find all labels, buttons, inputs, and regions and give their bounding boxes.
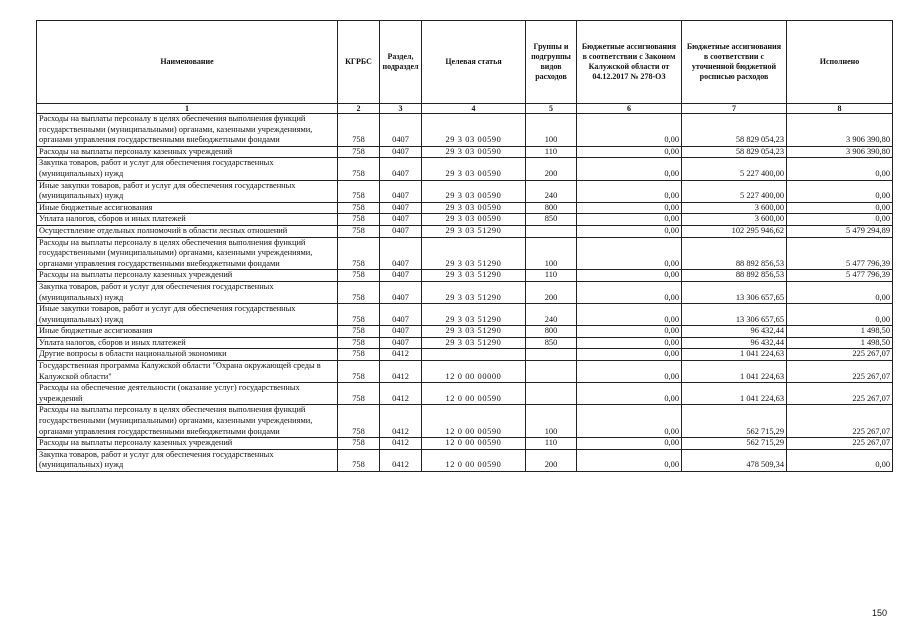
row-name: Иные бюджетные ассигнования (37, 326, 338, 338)
row-target-article: 29 3 03 00590 (422, 114, 526, 147)
table-row (37, 146, 893, 158)
row-target-article: 12 0 00 00590 (422, 383, 526, 405)
header-group: Группы и подгруппы видов расходов (526, 21, 577, 104)
row-target-article: 29 3 03 51290 (422, 304, 526, 326)
row-section: 0412 (380, 383, 422, 405)
table-row (37, 281, 893, 303)
row-target-article: 29 3 03 51290 (422, 237, 526, 270)
row-law-allocation: 0,00 (577, 361, 682, 383)
row-name: Другие вопросы в области национальной экономики (37, 349, 338, 361)
row-executed: 225 267,07 (787, 383, 893, 405)
row-plan-allocation: 3 600,00 (682, 202, 787, 214)
table-row (37, 361, 893, 383)
column-number: 6 (577, 104, 682, 114)
row-law-allocation: 0,00 (577, 304, 682, 326)
row-expense-group: 240 (526, 304, 577, 326)
row-law-allocation: 0,00 (577, 405, 682, 438)
row-name: Расходы на выплаты персоналу в целях обеспечения выполнения функций государственными (муниципальными) органами, казенными учреждениями, органами управления государственными внебюджетными фондами (37, 114, 338, 147)
column-number: 2 (338, 104, 380, 114)
row-section: 0412 (380, 361, 422, 383)
row-section: 0407 (380, 180, 422, 202)
row-section: 0412 (380, 438, 422, 450)
row-section: 0407 (380, 202, 422, 214)
row-plan-allocation: 3 600,00 (682, 214, 787, 226)
row-target-article: 29 3 03 51290 (422, 337, 526, 349)
row-name: Расходы на выплаты персоналу казенных учреждений (37, 270, 338, 282)
row-law-allocation: 0,00 (577, 202, 682, 214)
table-row (37, 349, 893, 361)
row-expense-group: 200 (526, 449, 577, 471)
table-row (37, 237, 893, 270)
header-target: Целевая статья (422, 21, 526, 104)
row-expense-group (526, 225, 577, 237)
row-law-allocation: 0,00 (577, 146, 682, 158)
row-name: Закупка товаров, работ и услуг для обеспечения государственных (муниципальных) нужд (37, 158, 338, 180)
table-row (37, 158, 893, 180)
row-expense-group: 110 (526, 438, 577, 450)
row-kgrbs: 758 (338, 270, 380, 282)
row-expense-group: 100 (526, 114, 577, 147)
row-plan-allocation: 58 829 054,23 (682, 114, 787, 147)
row-expense-group: 240 (526, 180, 577, 202)
column-number: 3 (380, 104, 422, 114)
row-kgrbs: 758 (338, 214, 380, 226)
row-law-allocation: 0,00 (577, 383, 682, 405)
row-plan-allocation: 1 041 224,63 (682, 349, 787, 361)
row-expense-group (526, 383, 577, 405)
row-plan-allocation: 58 829 054,23 (682, 146, 787, 158)
row-target-article: 29 3 03 51290 (422, 281, 526, 303)
page-number: 150 (871, 608, 887, 618)
row-kgrbs: 758 (338, 225, 380, 237)
row-plan-allocation: 13 306 657,65 (682, 281, 787, 303)
budget-table (36, 20, 893, 472)
row-name: Расходы на выплаты персоналу казенных учреждений (37, 146, 338, 158)
row-law-allocation: 0,00 (577, 214, 682, 226)
row-section: 0407 (380, 237, 422, 270)
row-target-article: 12 0 00 00590 (422, 449, 526, 471)
row-kgrbs: 758 (338, 114, 380, 147)
row-plan-allocation: 5 227 400,00 (682, 180, 787, 202)
row-name: Уплата налогов, сборов и иных платежей (37, 337, 338, 349)
row-section: 0412 (380, 405, 422, 438)
row-executed: 0,00 (787, 180, 893, 202)
row-plan-allocation: 102 295 946,62 (682, 225, 787, 237)
row-section: 0412 (380, 449, 422, 471)
row-executed: 5 477 796,39 (787, 237, 893, 270)
row-kgrbs: 758 (338, 202, 380, 214)
table-row (37, 304, 893, 326)
header-executed: Исполнено (787, 21, 893, 104)
row-section: 0407 (380, 225, 422, 237)
row-name: Иные бюджетные ассигнования (37, 202, 338, 214)
row-kgrbs: 758 (338, 349, 380, 361)
row-expense-group (526, 361, 577, 383)
header-law-allocations: Бюджетные ассигнования в соответствии с Законом Калужской области от 04.12.2017 № 278-ОЗ (577, 21, 682, 104)
table-row (37, 270, 893, 282)
column-number: 7 (682, 104, 787, 114)
row-section: 0407 (380, 337, 422, 349)
row-expense-group: 100 (526, 237, 577, 270)
row-expense-group: 850 (526, 337, 577, 349)
row-target-article: 29 3 03 00590 (422, 202, 526, 214)
row-law-allocation: 0,00 (577, 349, 682, 361)
row-name: Иные закупки товаров, работ и услуг для обеспечения государственных (муниципальных) нужд (37, 180, 338, 202)
row-name: Осуществление отдельных полномочий в области лесных отношений (37, 225, 338, 237)
row-executed: 0,00 (787, 202, 893, 214)
row-executed: 5 477 796,39 (787, 270, 893, 282)
row-target-article: 29 3 03 00590 (422, 214, 526, 226)
row-plan-allocation: 88 892 856,53 (682, 270, 787, 282)
table-row (37, 383, 893, 405)
row-law-allocation: 0,00 (577, 326, 682, 338)
row-law-allocation: 0,00 (577, 449, 682, 471)
row-name: Закупка товаров, работ и услуг для обеспечения государственных (муниципальных) нужд (37, 449, 338, 471)
row-executed: 3 906 390,80 (787, 146, 893, 158)
row-name: Расходы на выплаты персоналу казенных учреждений (37, 438, 338, 450)
row-executed: 3 906 390,80 (787, 114, 893, 147)
row-target-article: 12 0 00 00590 (422, 405, 526, 438)
column-number: 8 (787, 104, 893, 114)
row-kgrbs: 758 (338, 180, 380, 202)
row-kgrbs: 758 (338, 361, 380, 383)
row-executed: 225 267,07 (787, 349, 893, 361)
row-kgrbs: 758 (338, 405, 380, 438)
table-row (37, 449, 893, 471)
row-section: 0407 (380, 114, 422, 147)
row-executed: 0,00 (787, 449, 893, 471)
table-row (37, 202, 893, 214)
row-kgrbs: 758 (338, 326, 380, 338)
row-kgrbs: 758 (338, 337, 380, 349)
row-target-article: 12 0 00 00590 (422, 438, 526, 450)
row-expense-group: 850 (526, 214, 577, 226)
row-kgrbs: 758 (338, 304, 380, 326)
row-section: 0407 (380, 214, 422, 226)
row-kgrbs: 758 (338, 158, 380, 180)
row-executed: 1 498,50 (787, 337, 893, 349)
table-row (37, 214, 893, 226)
table-row (37, 180, 893, 202)
row-law-allocation: 0,00 (577, 237, 682, 270)
table-row (37, 326, 893, 338)
row-kgrbs: 758 (338, 438, 380, 450)
row-executed: 0,00 (787, 304, 893, 326)
row-plan-allocation: 13 306 657,65 (682, 304, 787, 326)
row-expense-group: 800 (526, 326, 577, 338)
row-expense-group: 200 (526, 281, 577, 303)
row-section: 0407 (380, 304, 422, 326)
row-section: 0407 (380, 326, 422, 338)
row-law-allocation: 0,00 (577, 270, 682, 282)
row-law-allocation: 0,00 (577, 114, 682, 147)
row-section: 0412 (380, 349, 422, 361)
row-law-allocation: 0,00 (577, 158, 682, 180)
row-expense-group: 200 (526, 158, 577, 180)
row-section: 0407 (380, 281, 422, 303)
header-row (37, 21, 893, 104)
row-executed: 5 479 294,89 (787, 225, 893, 237)
row-target-article: 29 3 03 51290 (422, 270, 526, 282)
row-kgrbs: 758 (338, 281, 380, 303)
table-row (37, 114, 893, 147)
row-executed: 0,00 (787, 158, 893, 180)
row-law-allocation: 0,00 (577, 225, 682, 237)
row-executed: 225 267,07 (787, 405, 893, 438)
column-number: 1 (37, 104, 338, 114)
row-target-article: 29 3 03 00590 (422, 180, 526, 202)
table-row (37, 438, 893, 450)
row-section: 0407 (380, 146, 422, 158)
row-executed: 1 498,50 (787, 326, 893, 338)
row-kgrbs: 758 (338, 146, 380, 158)
row-plan-allocation: 1 041 224,63 (682, 383, 787, 405)
row-target-article: 29 3 03 00590 (422, 146, 526, 158)
budget-document-page (36, 20, 892, 472)
column-number: 4 (422, 104, 526, 114)
row-expense-group: 110 (526, 146, 577, 158)
row-plan-allocation: 562 715,29 (682, 405, 787, 438)
row-name: Уплата налогов, сборов и иных платежей (37, 214, 338, 226)
row-plan-allocation: 1 041 224,63 (682, 361, 787, 383)
table-row (37, 225, 893, 237)
header-kgrbs: КГРБС (338, 21, 380, 104)
row-kgrbs: 758 (338, 383, 380, 405)
column-number: 5 (526, 104, 577, 114)
row-executed: 225 267,07 (787, 438, 893, 450)
row-law-allocation: 0,00 (577, 281, 682, 303)
row-expense-group: 100 (526, 405, 577, 438)
row-expense-group: 110 (526, 270, 577, 282)
row-name: Расходы на обеспечение деятельности (оказание услуг) государственных учреждений (37, 383, 338, 405)
header-plan-allocations: Бюджетные ассигнования в соответствии с уточненной бюджетной росписью расходов (682, 21, 787, 104)
row-plan-allocation: 88 892 856,53 (682, 237, 787, 270)
row-expense-group: 800 (526, 202, 577, 214)
row-target-article: 29 3 03 51290 (422, 326, 526, 338)
table-row (37, 337, 893, 349)
row-plan-allocation: 96 432,44 (682, 326, 787, 338)
row-section: 0407 (380, 270, 422, 282)
row-plan-allocation: 96 432,44 (682, 337, 787, 349)
row-target-article: 12 0 00 00000 (422, 361, 526, 383)
row-target-article: 29 3 03 00590 (422, 158, 526, 180)
row-section: 0407 (380, 158, 422, 180)
row-kgrbs: 758 (338, 237, 380, 270)
row-target-article: 29 3 03 51290 (422, 225, 526, 237)
row-name: Государственная программа Калужской области "Охрана окружающей среды в Калужской области" (37, 361, 338, 383)
table-row (37, 405, 893, 438)
row-plan-allocation: 562 715,29 (682, 438, 787, 450)
row-plan-allocation: 5 227 400,00 (682, 158, 787, 180)
row-name: Иные закупки товаров, работ и услуг для обеспечения государственных (муниципальных) нужд (37, 304, 338, 326)
row-expense-group (526, 349, 577, 361)
row-law-allocation: 0,00 (577, 337, 682, 349)
row-name: Закупка товаров, работ и услуг для обеспечения государственных (муниципальных) нужд (37, 281, 338, 303)
row-target-article (422, 349, 526, 361)
header-name: Наименование (37, 21, 338, 104)
table-body (37, 114, 893, 472)
header-section: Раздел, подраздел (380, 21, 422, 104)
row-law-allocation: 0,00 (577, 438, 682, 450)
row-executed: 0,00 (787, 281, 893, 303)
row-plan-allocation: 478 509,34 (682, 449, 787, 471)
row-executed: 225 267,07 (787, 361, 893, 383)
row-law-allocation: 0,00 (577, 180, 682, 202)
row-name: Расходы на выплаты персоналу в целях обеспечения выполнения функций государственными (муниципальными) органами, казенными учреждениями, органами управления государственными внебюджетными фондами (37, 405, 338, 438)
column-number-row (37, 104, 893, 114)
row-name: Расходы на выплаты персоналу в целях обеспечения выполнения функций государственными (муниципальными) органами, казенными учреждениями, органами управления государственными внебюджетными фондами (37, 237, 338, 270)
row-kgrbs: 758 (338, 449, 380, 471)
row-executed: 0,00 (787, 214, 893, 226)
